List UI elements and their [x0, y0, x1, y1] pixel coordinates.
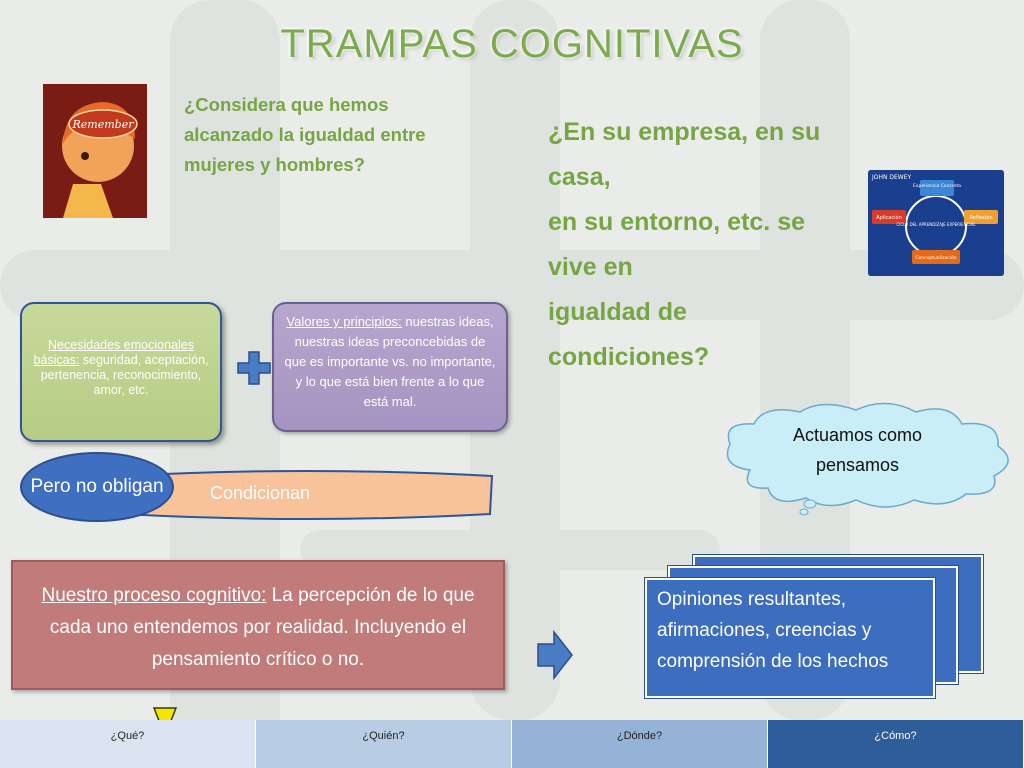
- dewey-left: Aplicación: [876, 215, 902, 221]
- resulting-opinions-box: Opiniones resultantes, afirmaciones, creencias y comprensión de los hechos: [645, 578, 935, 698]
- right-arrow-icon: [536, 630, 574, 680]
- dewey-bottom: Conceptualización: [915, 256, 957, 261]
- values-heading: Valores y principios:: [286, 314, 402, 329]
- values-text: nuestras ideas, nuestras ideas preconcebidas de que es importante vs. no importante, y lo que está bien frente a lo que está mal.: [284, 314, 496, 409]
- question-equality: ¿Considera que hemos alcanzado la igualdad entre mujeres y hombres?: [184, 94, 426, 175]
- plus-icon: [236, 350, 272, 386]
- needs-heading: Necesidades emocionales básicas:: [33, 338, 194, 367]
- values-principles-box: [272, 302, 508, 432]
- needs-text: seguridad, aceptación, pertenencia, reconocimiento, amor, etc.: [40, 353, 209, 397]
- nav-como[interactable]: ¿Cómo?: [768, 720, 1024, 768]
- nav-donde[interactable]: ¿Dónde?: [512, 720, 768, 768]
- slide-title: TRAMPAS COGNITIVAS: [280, 22, 744, 66]
- question-environment-line3: igualdad de condiciones?: [548, 298, 710, 371]
- cloud-text: Actuamos como pensamos: [792, 425, 923, 475]
- ribbon-label: Condicionan: [210, 483, 311, 503]
- nav-que[interactable]: ¿Qué?: [0, 720, 256, 768]
- bottom-navigation: [0, 720, 1024, 768]
- emotional-needs-box: [20, 302, 222, 442]
- dewey-center: CICLO DEL APRENDIZAJE EXPERIENCIAL: [896, 222, 976, 227]
- but-not-oblige-oval: Pero no obligan: [20, 452, 174, 522]
- dewey-top: Experiencia Concreta: [912, 184, 962, 189]
- dewey-header: JOHN DEWEY: [872, 174, 912, 181]
- nav-quien[interactable]: ¿Quién?: [256, 720, 512, 768]
- question-environment: [548, 110, 838, 380]
- question-environment-line1: ¿En su empresa, en su casa,: [548, 118, 821, 191]
- remember-illustration: [43, 84, 147, 218]
- remember-word: Remember: [72, 118, 134, 131]
- question-environment-line2: en su entorno, etc. se vive en: [548, 208, 806, 281]
- dewey-right: Reflexión: [969, 215, 993, 221]
- dewey-cycle-diagram: [868, 170, 1004, 276]
- process-heading: Nuestro proceso cognitivo:: [41, 585, 267, 606]
- process-text: La percepción de lo que cada uno entendemos por realidad. Incluyendo el pensamiento crítico o no.: [49, 585, 475, 670]
- cognitive-process-box: [11, 560, 505, 690]
